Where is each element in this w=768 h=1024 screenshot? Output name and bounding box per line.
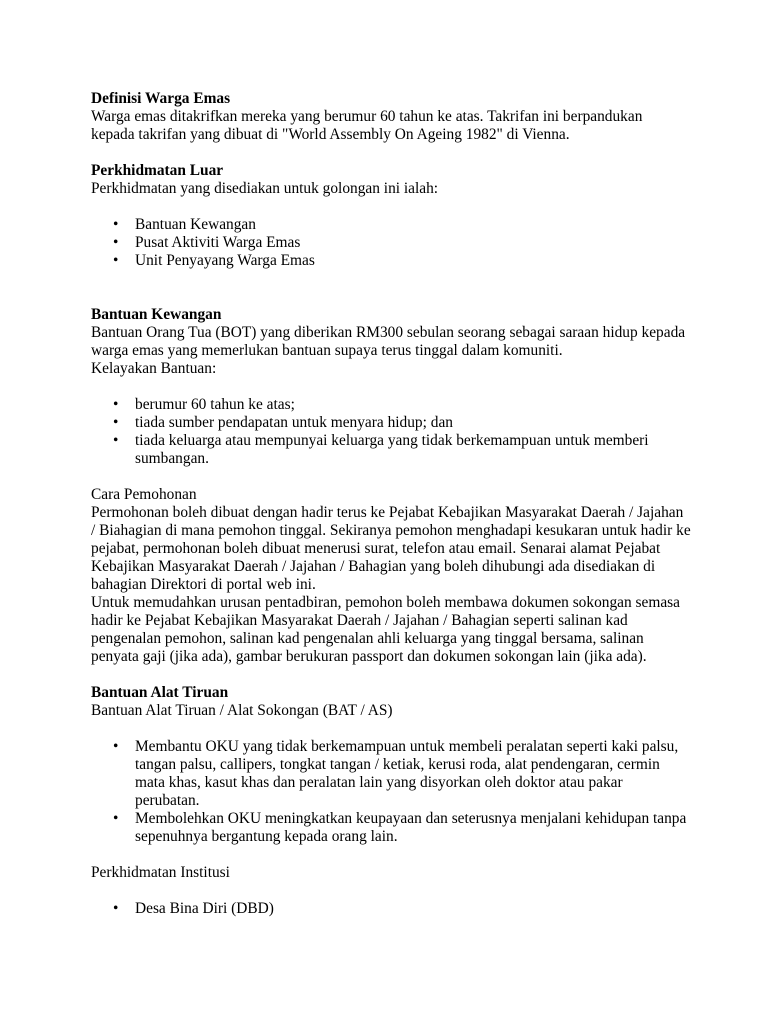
bullet-icon: • <box>113 396 119 413</box>
list-item <box>91 234 691 252</box>
paragraph-line: Kelayakan Bantuan: <box>91 360 217 377</box>
section-bantuan-kewangan <box>91 306 691 468</box>
paragraph-line: Bantuan Orang Tua (BOT) yang diberikan RM300 sebulan seorang sebagai saraan hidup kepada <box>91 324 686 341</box>
paragraph-line: Perkhidmatan yang disediakan untuk golongan ini ialah: <box>91 180 439 197</box>
list-item-text: sepenuhnya bergantung kepada orang lain. <box>135 828 398 845</box>
bullet-icon: • <box>113 414 119 431</box>
bullet-icon: • <box>113 432 119 449</box>
section-cara-pemohonan <box>91 486 691 666</box>
bullet-icon: • <box>113 216 119 233</box>
paragraph-line: Kebajikan Masyarakat Daerah / Jajahan / Bahagian yang boleh dihubungi ada disediakan di <box>91 558 656 575</box>
list-perkhidmatan-institusi <box>91 900 691 918</box>
list-item-text: sumbangan. <box>135 450 209 467</box>
list-item-text: Membantu OKU yang tidak berkemampuan untuk membeli peralatan seperti kaki palsu, <box>135 738 679 755</box>
list-item <box>91 216 691 234</box>
heading-perkhidmatan-institusi: Perkhidmatan Institusi <box>91 864 230 881</box>
list-item-text: perubatan. <box>135 792 200 809</box>
heading-cara-pemohonan: Cara Pemohonan <box>91 486 197 503</box>
list-bantuan-alat-tiruan <box>91 738 691 846</box>
list-item-text: Membolehkan OKU meningkatkan keupayaan dan seterusnya menjalani kehidupan tanpa <box>135 810 687 827</box>
section-perkhidmatan-institusi <box>91 864 691 918</box>
list-item <box>91 900 691 918</box>
bullet-icon: • <box>113 810 119 827</box>
list-item-text: tiada keluarga atau mempunyai keluarga yang tidak berkemampuan untuk memberi <box>135 432 649 449</box>
paragraph-line: penyata gaji (jika ada), gambar berukuran passport dan dokumen sokongan lain (jika ada). <box>91 648 647 665</box>
list-item-text: Pusat Aktiviti Warga Emas <box>135 234 301 251</box>
bullet-icon: • <box>113 234 119 251</box>
heading-perkhidmatan-luar: Perkhidmatan Luar <box>91 162 224 179</box>
list-item-text: tiada sumber pendapatan untuk menyara hidup; dan <box>135 414 453 431</box>
heading-bantuan-kewangan: Bantuan Kewangan <box>91 306 222 323</box>
list-item <box>91 738 691 810</box>
paragraph-line: / Biahagian di mana pemohon tinggal. Sekiranya pemohon menghadapi kesukaran untuk hadir ke <box>91 522 691 539</box>
list-item-text: Unit Penyayang Warga Emas <box>135 252 315 269</box>
list-item <box>91 432 691 468</box>
paragraph-line: warga emas yang memerlukan bantuan supaya terus tinggal dalam komuniti. <box>91 342 563 359</box>
paragraph-line: pejabat, permohonan boleh dibuat menerusi surat, telefon atau email. Senarai alamat Pejabat <box>91 540 661 557</box>
list-item-text: tangan palsu, callipers, tongkat tangan / ketiak, kerusi roda, alat pendengaran, cermin <box>135 756 660 773</box>
heading-bantuan-alat-tiruan: Bantuan Alat Tiruan <box>91 684 229 701</box>
list-item-text: mata khas, kasut khas dan peralatan lain yang disyorkan oleh doktor atau pakar <box>135 774 623 791</box>
list-kelayakan <box>91 396 691 468</box>
list-item-text: berumur 60 tahun ke atas; <box>135 396 295 413</box>
paragraph-line: Permohonan boleh dibuat dengan hadir terus ke Pejabat Kebajikan Masyarakat Daerah / Jajahan <box>91 504 684 521</box>
list-item <box>91 396 691 414</box>
list-item-text: Bantuan Kewangan <box>135 216 256 233</box>
bullet-icon: • <box>113 900 119 917</box>
document-page <box>91 90 691 918</box>
paragraph-line: Bantuan Alat Tiruan / Alat Sokongan (BAT / AS) <box>91 702 393 719</box>
list-perkhidmatan-luar <box>91 216 691 270</box>
section-perkhidmatan-luar <box>91 162 691 270</box>
paragraph-line: bahagian Direktori di portal web ini. <box>91 576 316 593</box>
list-item <box>91 252 691 270</box>
bullet-icon: • <box>113 738 119 755</box>
heading-definisi: Definisi Warga Emas <box>91 90 231 107</box>
paragraph-line: hadir ke Pejabat Kebajikan Masyarakat Daerah / Jajahan / Bahagian seperti salinan kad <box>91 612 628 629</box>
list-item-text: Desa Bina Diri (DBD) <box>135 900 274 917</box>
paragraph-line: pengenalan pemohon, salinan kad pengenalan ahli keluarga yang tinggal bersama, salinan <box>91 630 644 647</box>
paragraph-line: Untuk memudahkan urusan pentadbiran, pemohon boleh membawa dokumen sokongan semasa <box>91 594 680 611</box>
list-item <box>91 810 691 846</box>
bullet-icon: • <box>113 252 119 269</box>
section-bantuan-alat-tiruan <box>91 684 691 846</box>
section-definisi <box>91 90 691 144</box>
paragraph-line: Warga emas ditakrifkan mereka yang berumur 60 tahun ke atas. Takrifan ini berpandukan <box>91 108 643 125</box>
paragraph-line: kepada takrifan yang dibuat di "World Assembly On Ageing 1982" di Vienna. <box>91 126 570 143</box>
list-item <box>91 414 691 432</box>
